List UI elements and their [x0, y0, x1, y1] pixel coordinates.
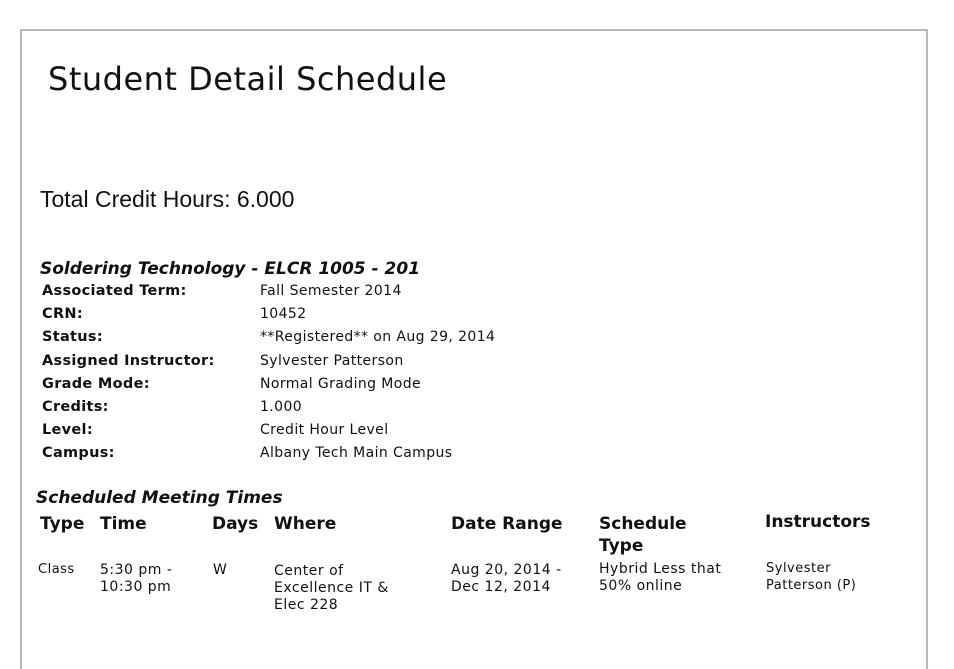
meeting-where: Center of Excellence IT & Elec 228 [274, 563, 389, 613]
meeting-instructors[interactable]: Sylvester Patterson (P) [766, 561, 857, 593]
detail-value: 10452 [260, 306, 307, 323]
detail-label: CRN: [42, 306, 83, 323]
detail-label: Level: [42, 422, 93, 439]
header-time: Time [100, 514, 147, 534]
meeting-schedule-type: Hybrid Less that 50% online [599, 561, 722, 594]
header-where: Where [274, 514, 337, 534]
header-instructors: Instructors [765, 512, 871, 532]
detail-label: Status: [42, 329, 103, 346]
detail-value: Fall Semester 2014 [260, 283, 402, 299]
total-credit-hours: Total Credit Hours: 6.000 [40, 186, 295, 212]
detail-value: Albany Tech Main Campus [260, 445, 453, 462]
meeting-time: 5:30 pm - 10:30 pm [100, 562, 173, 595]
detail-label: Associated Term: [42, 283, 187, 299]
detail-label: Grade Mode: [42, 375, 150, 392]
detail-value: Sylvester Patterson [260, 352, 404, 369]
header-days: Days [212, 514, 259, 534]
meeting-type: Class [38, 562, 75, 577]
meeting-days: W [213, 562, 228, 578]
header-schedule-type: Schedule Type [599, 514, 687, 556]
header-type: Type [40, 514, 85, 534]
page-title: Student Detail Schedule [48, 60, 448, 98]
meeting-date-range: Aug 20, 2014 - Dec 12, 2014 [451, 562, 562, 595]
course-title[interactable]: Soldering Technology - ELCR 1005 - 201 [40, 259, 421, 279]
detail-label: Campus: [42, 445, 115, 462]
detail-value: Credit Hour Level [260, 422, 389, 439]
detail-value: 1.000 [260, 398, 303, 415]
detail-value: **Registered** on Aug 29, 2014 [260, 329, 496, 346]
detail-label: Assigned Instructor: [42, 352, 215, 369]
detail-label: Credits: [42, 398, 109, 415]
detail-value: Normal Grading Mode [260, 375, 422, 392]
meeting-times-title: Scheduled Meeting Times [36, 488, 283, 508]
header-date-range: Date Range [451, 514, 563, 534]
